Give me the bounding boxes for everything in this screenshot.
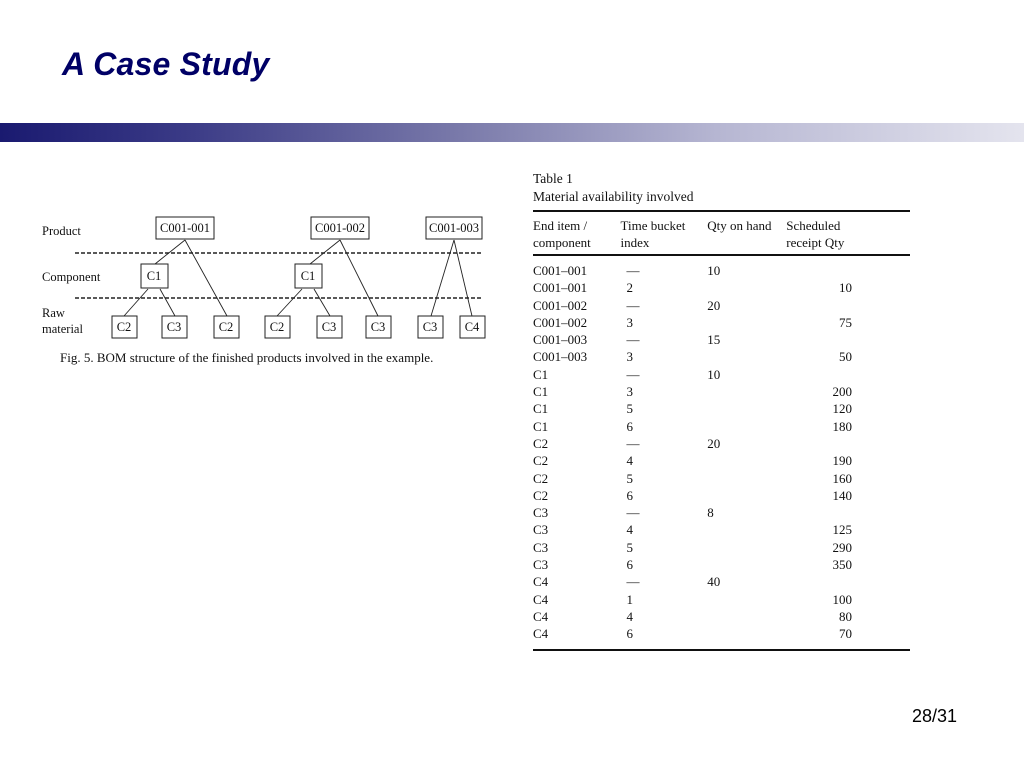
cell-time-bucket: 3 (626, 349, 634, 365)
table-row (533, 418, 910, 435)
product-node-label: C001-001 (160, 221, 210, 235)
cell-qty-on-hand: 15 (707, 332, 721, 348)
cell-qty-on-hand: 10 (707, 366, 721, 382)
cell-time-bucket: — (626, 297, 640, 313)
cell-scheduled-receipt: 290 (832, 539, 852, 555)
cell-time-bucket: 1 (626, 591, 634, 607)
component-node-label: C1 (146, 269, 162, 283)
table-body (533, 255, 910, 650)
bom-edge (277, 289, 302, 316)
cell-qty-on-hand: 20 (707, 435, 721, 451)
table-row (533, 314, 910, 331)
cell-scheduled-receipt: 120 (832, 401, 852, 417)
cell-qty-on-hand (707, 314, 786, 331)
cell-qty-on-hand (707, 487, 786, 504)
cell-item: C001–001 (533, 263, 588, 278)
cell-scheduled-receipt: 75 (839, 314, 852, 330)
level-label-component: Component (42, 270, 101, 284)
cell-time-bucket: 3 (626, 314, 634, 330)
table-row (533, 366, 910, 383)
cell-qty-on-hand: 8 (707, 505, 714, 521)
cell-time-bucket: — (626, 366, 640, 382)
table-row (533, 539, 910, 556)
raw-material-label: C2 (269, 320, 285, 334)
table-row (533, 452, 910, 469)
cell-item: C4 (533, 625, 621, 649)
cell-qty-on-hand (707, 521, 786, 538)
cell-scheduled-receipt: 125 (832, 522, 852, 538)
cell-scheduled-receipt: 180 (832, 418, 852, 434)
raw-material-label: C3 (321, 320, 337, 334)
cell-time-bucket: 6 (626, 487, 634, 503)
table-header-row (533, 211, 910, 255)
table-row (533, 591, 910, 608)
cell-item: C3 (533, 505, 549, 521)
figure-caption: Fig. 5. BOM structure of the finished products involved in the example. (60, 350, 434, 365)
cell-scheduled-receipt (786, 573, 910, 590)
cell-time-bucket: — (626, 263, 640, 278)
cell-time-bucket: 5 (626, 470, 634, 486)
cell-scheduled-receipt: 140 (832, 487, 852, 503)
cell-qty-on-hand: 40 (707, 574, 721, 590)
cell-time-bucket: — (626, 332, 640, 348)
cell-scheduled-receipt (786, 366, 910, 383)
level-label-material: material (42, 322, 83, 336)
cell-item: C2 (533, 487, 549, 503)
cell-qty-on-hand (707, 348, 786, 365)
cell-qty-on-hand (707, 591, 786, 608)
cell-time-bucket: 2 (626, 280, 634, 296)
table-row (533, 383, 910, 400)
table-row (533, 331, 910, 348)
cell-item: C001–003 (533, 332, 588, 348)
cell-qty-on-hand: 10 (707, 263, 721, 278)
column-header: End item / component (533, 218, 591, 250)
raw-material-label: C3 (422, 320, 438, 334)
level-label-raw: Raw (42, 306, 65, 320)
bom-edge (454, 240, 472, 316)
cell-qty-on-hand (707, 452, 786, 469)
table-row (533, 573, 910, 590)
cell-item: C1 (533, 418, 549, 434)
table-row (533, 521, 910, 538)
column-header: Qty on hand (707, 218, 772, 233)
cell-time-bucket: — (626, 505, 640, 521)
cell-time-bucket: 6 (621, 625, 708, 649)
cell-item: C001–003 (533, 349, 588, 365)
bom-edge (310, 240, 340, 264)
table-row (533, 348, 910, 365)
bom-edge (185, 240, 227, 316)
cell-time-bucket: 4 (626, 522, 634, 538)
cell-time-bucket: 6 (626, 418, 634, 434)
product-node-label: C001-003 (429, 221, 479, 235)
material-availability-table-block (533, 170, 911, 651)
cell-scheduled-receipt: 70 (786, 625, 910, 649)
cell-scheduled-receipt: 80 (839, 608, 852, 624)
table-row (533, 625, 910, 649)
cell-scheduled-receipt: 160 (832, 470, 852, 486)
cell-qty-on-hand (707, 625, 786, 649)
cell-qty-on-hand (707, 608, 786, 625)
column-header: Time bucket index (620, 218, 686, 250)
cell-time-bucket: 5 (626, 539, 634, 555)
cell-time-bucket: — (626, 435, 640, 451)
cell-qty-on-hand (707, 539, 786, 556)
product-node-label: C001-002 (315, 221, 365, 235)
slide-title: A Case Study (62, 46, 270, 82)
cell-scheduled-receipt: 200 (832, 384, 852, 400)
table-row (533, 255, 910, 279)
bom-edge (155, 240, 185, 264)
cell-scheduled-receipt (786, 435, 910, 452)
component-node-label: C1 (300, 269, 316, 283)
cell-scheduled-receipt (786, 297, 910, 314)
table-row (533, 556, 910, 573)
cell-item: C1 (533, 366, 549, 382)
raw-material-label: C2 (218, 320, 234, 334)
cell-scheduled-receipt (786, 504, 910, 521)
cell-item: C001–002 (533, 314, 588, 330)
bom-edge (340, 240, 378, 316)
cell-time-bucket: 5 (626, 401, 634, 417)
cell-scheduled-receipt: 50 (839, 349, 852, 365)
page-number: 28/31 (912, 706, 958, 726)
cell-item: C2 (533, 453, 549, 469)
raw-material-label: C3 (166, 320, 182, 334)
table-label: Table 1 (533, 171, 573, 186)
cell-scheduled-receipt: 190 (832, 453, 852, 469)
cell-item: C3 (533, 522, 549, 538)
cell-item: C3 (533, 539, 549, 555)
cell-item: C2 (533, 470, 549, 486)
cell-qty-on-hand (707, 400, 786, 417)
table-row (533, 279, 910, 296)
bom-edge (314, 289, 330, 316)
cell-qty-on-hand (707, 383, 786, 400)
table-row (533, 435, 910, 452)
cell-qty-on-hand (707, 470, 786, 487)
level-label-product: Product (42, 224, 81, 238)
cell-time-bucket: 6 (626, 557, 634, 573)
cell-item: C4 (533, 591, 549, 607)
bom-figure (30, 200, 500, 375)
cell-qty-on-hand (707, 418, 786, 435)
cell-item: C4 (533, 608, 549, 624)
cell-time-bucket: 4 (626, 453, 634, 469)
cell-item: C2 (533, 435, 549, 451)
cell-scheduled-receipt (786, 331, 910, 348)
cell-time-bucket: — (626, 574, 640, 590)
material-availability-table (533, 210, 910, 651)
raw-material-label: C2 (116, 320, 132, 334)
cell-item: C3 (533, 557, 549, 573)
table-row (533, 470, 910, 487)
cell-item: C001–002 (533, 297, 588, 313)
raw-material-label: C3 (370, 320, 386, 334)
table-row (533, 297, 910, 314)
cell-item: C1 (533, 384, 549, 400)
cell-time-bucket: 4 (626, 608, 634, 624)
column-header: Scheduled receipt Qty (786, 218, 845, 250)
table-row (533, 400, 910, 417)
cell-qty-on-hand (707, 279, 786, 296)
table-row (533, 487, 910, 504)
table-row (533, 504, 910, 521)
cell-scheduled-receipt: 350 (832, 557, 852, 573)
cell-time-bucket: 3 (626, 384, 634, 400)
cell-qty-on-hand (707, 556, 786, 573)
cell-scheduled-receipt: 100 (832, 591, 852, 607)
table-row (533, 608, 910, 625)
cell-item: C4 (533, 574, 549, 590)
bom-edge (124, 289, 148, 316)
cell-scheduled-receipt (786, 255, 910, 279)
table-caption: Material availability involved (533, 189, 694, 204)
cell-scheduled-receipt: 10 (839, 280, 852, 296)
raw-material-label: C4 (464, 320, 480, 334)
bom-diagram (30, 200, 500, 375)
cell-item: C1 (533, 401, 549, 417)
bom-edge (160, 289, 175, 316)
cell-qty-on-hand: 20 (707, 297, 721, 313)
bom-edge (431, 240, 454, 316)
title-gradient-bar (0, 123, 1024, 142)
cell-item: C001–001 (533, 280, 588, 296)
